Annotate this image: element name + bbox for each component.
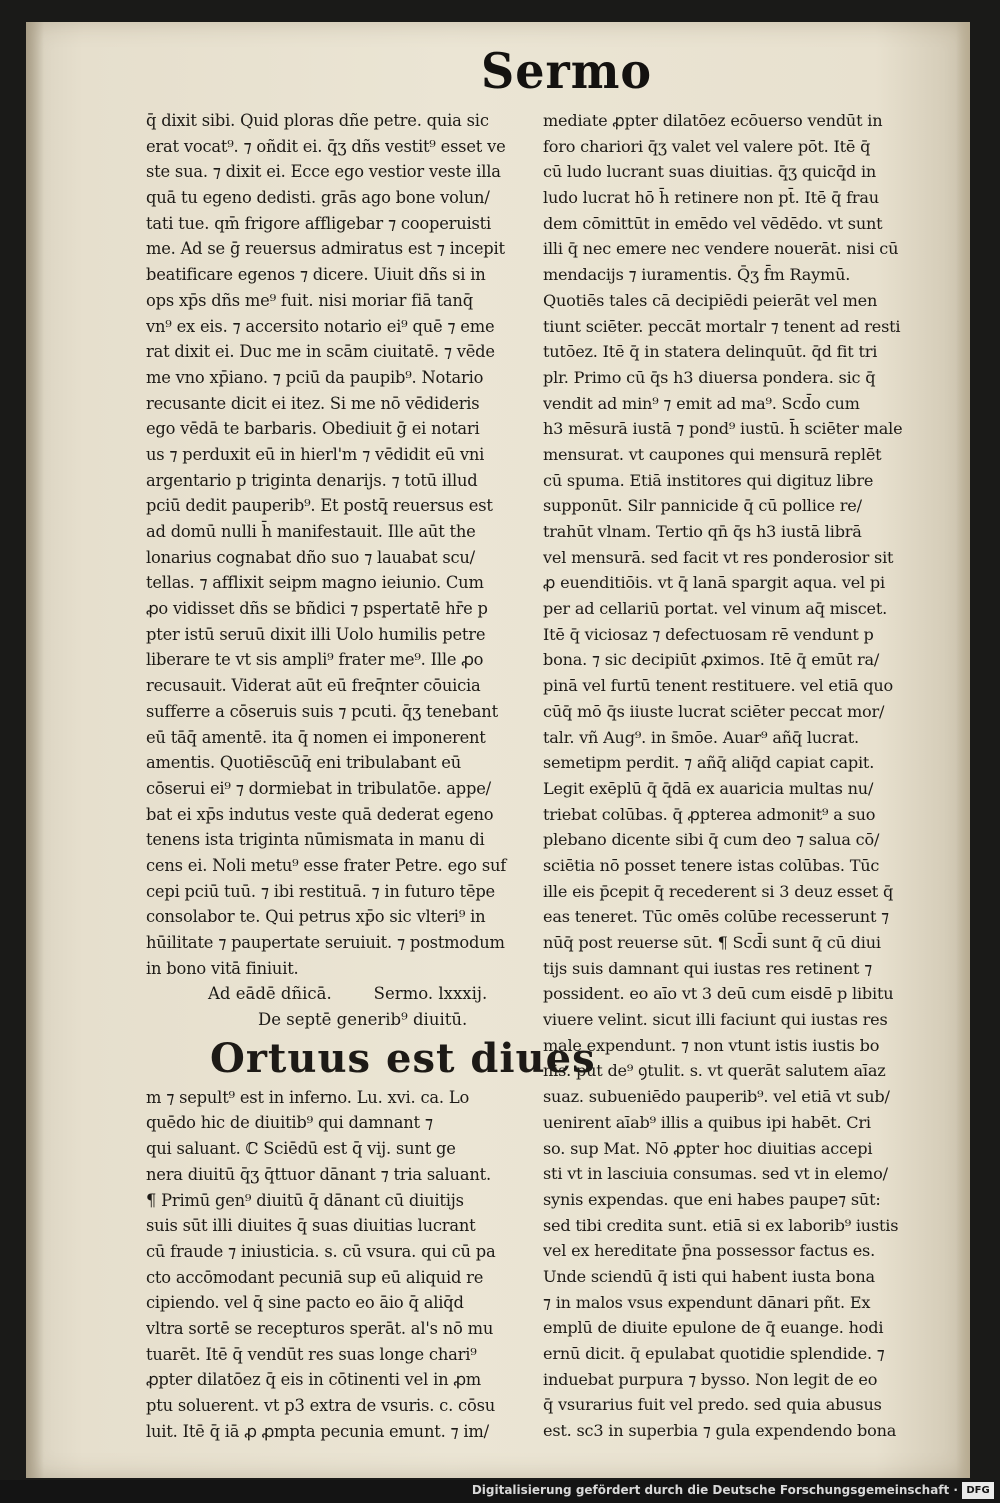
- text-line: h3 mēsurā iustā ⁊ pond⁹ iustū. h̄ sciēter male: [543, 419, 903, 439]
- text-line: cū spuma. Etiā institores qui digituz libre: [543, 470, 874, 490]
- text-line: ¶ Primū gen⁹ diuitū q̄ dānant cū diuitijs: [146, 1190, 464, 1210]
- text-line: viuere velint. sicut illi faciunt qui iustas res: [543, 1010, 888, 1030]
- text-line: qui saluant. ℂ Sciēdū est q̄ vij. sunt ge: [146, 1139, 456, 1159]
- text-line: ste sua. ⁊ dixit ei. Ecce ego vestior veste illa: [146, 162, 501, 182]
- sermon-subheading: De septē generib⁹ diuitū.: [258, 1010, 468, 1030]
- text-line: cto accōmodant pecuniā sup eū aliquid re: [146, 1267, 484, 1287]
- text-line: pciū dedit pauperib⁹. Et postq̄ reuersus est: [146, 496, 493, 516]
- text-line: bat ei xp̄s indutus veste quā dederat egeno: [146, 804, 494, 824]
- text-line: ꝓ euenditiōis. vt q̄ lanā spargit aqua. vel pi: [543, 573, 885, 593]
- text-line: nūq̄ post reuerse sūt. ¶ Scd̄i sunt q̄ cū diui: [543, 933, 881, 952]
- sermon-heading: Ad eādē dñicā. Sermo. lxxxij.: [208, 984, 488, 1004]
- text-line: hūilitate ⁊ paupertate seruiuit. ⁊ postmodum: [146, 933, 505, 952]
- text-line: uenirent aīab⁹ illis a quibus ipi habēt. Cri: [543, 1112, 871, 1132]
- text-line: tijs suis damnant qui iustas res retinent ⁊: [543, 958, 872, 978]
- text-line: est. sc3 in superbia ⁊ gula expendendo bona: [543, 1421, 897, 1441]
- text-line: vel ex hereditate p̄na possessor factus es.: [543, 1241, 876, 1261]
- text-line: pter istū seruū dixit illi Uolo humilis petre: [146, 624, 486, 644]
- text-line: ⁊ in malos vsus expendunt dānari pñt. Ex: [543, 1292, 871, 1312]
- text-line: rat dixit ei. Duc me in scām ciuitatē. ⁊ vēde: [146, 342, 495, 362]
- text-line: emplū de diuite epulone de q̄ euange. hodi: [543, 1318, 884, 1338]
- text-line: tellas. ⁊ afflixit seipm magno ieiunio. Cum: [146, 573, 484, 593]
- text-line: illi q̄ nec emere nec vendere nouerāt. nisi cū: [543, 239, 899, 259]
- text-line: sti vt in lasciuia consumas. sed vt in elemo/: [543, 1164, 888, 1184]
- text-line: vel mensurā. sed facit vt res ponderosior sit: [543, 547, 894, 567]
- text-line: plebano dicente sibi q̄ cum deo ⁊ salua cō/: [543, 830, 880, 850]
- text-line: mensurat. vt caupones qui mensurā replēt: [543, 444, 882, 464]
- text-line: semetipm perdit. ⁊ añq̄ aliq̄d capiat capit.: [543, 753, 875, 773]
- text-line: talr. vñ Aug⁹. in s̄mōe. Auar⁹ añq̄ lucrat.: [543, 727, 859, 747]
- left-column: [146, 108, 596, 1444]
- text-line: quēdo hic de diuitib⁹ qui damnant ⁊: [146, 1113, 433, 1133]
- text-line: argentario p triginta denarijs. ⁊ totū illud: [146, 470, 478, 490]
- text-line: consolabor te. Qui petrus xp̄o sic vlteri⁹ in: [146, 907, 486, 927]
- text-line: us ⁊ perduxit eū in hierl'm ⁊ vēdidit eū vni: [146, 444, 485, 464]
- incipit-heading: Ortuus est diues: [210, 1034, 596, 1082]
- text-line: supponūt. Silr pannicide q̄ cū pollice re/: [543, 496, 862, 516]
- text-line: Itē q̄ viciosaz ⁊ defectuosam rē vendunt p: [543, 624, 874, 644]
- text-line: eas teneret. Tūc omēs colūbe recesserunt ⁊: [543, 907, 889, 927]
- text-line: liberare te vt sis ampli⁹ frater me⁹. Ille ꝓo: [146, 650, 484, 670]
- text-line: ille eis p̄cepit q̄ recederent si 3 deuz esset q̄: [543, 881, 894, 901]
- text-line: cū fraude ⁊ iniusticia. s. cū vsura. qui cū pa: [146, 1241, 496, 1261]
- footer-credit: Digitalisierung gefördert durch die Deutsche Forschungsgemeinschaft ·: [471, 1483, 958, 1497]
- text-line: ludo lucrat hō h̄ retinere non pt̄. Itē q̄ frau: [543, 188, 879, 208]
- text-line: ernū dicit. q̄ epulabat quotidie splendide. ⁊: [543, 1344, 885, 1363]
- text-line: ptu soluerent. vt p3 extra de vsuris. c. cōsu: [146, 1396, 496, 1415]
- text-line: per ad cellariū portat. vel vinum aq̄ miscet.: [543, 599, 888, 619]
- text-line: cepi pciū tuū. ⁊ ibi restituā. ⁊ in futuro tēpe: [146, 881, 495, 901]
- dfg-logo: DFG: [962, 1482, 994, 1499]
- text-line: eū tāq̄ amentē. ita q̄ nomen ei imponerent: [146, 727, 486, 747]
- text-line: male expendunt. ⁊ non vtunt istis iustis bo: [543, 1035, 880, 1055]
- text-line: q̄ dixit sibi. Quid ploras dñe petre. quia sic: [146, 111, 489, 130]
- text-line: m ⁊ sepult⁹ est in inferno. Lu. xvi. ca. Lo: [146, 1087, 470, 1107]
- text-line: ad domū nulli h̄ manifestauit. Ille aūt the: [146, 522, 476, 541]
- text-line: triebat colūbas. q̄ ꝓpterea admonit⁹ a suo: [543, 804, 876, 824]
- text-line: me. Ad se ḡ reuersus admiratus est ⁊ incepit: [146, 239, 505, 259]
- text-line: vn⁹ ex eis. ⁊ accersito notario ei⁹ quē ⁊ eme: [146, 316, 495, 336]
- text-line: vltra sortē se recepturos sperāt. al's nō mu: [146, 1318, 494, 1338]
- text-line: quā tu egeno dedisti. grās ago bone volun/: [146, 188, 490, 208]
- text-line: dem cōmittūt in emēdo vel vēdēdo. vt sunt: [543, 213, 883, 233]
- running-head: Sermo: [481, 42, 653, 100]
- left-column-text-bottom: [146, 1085, 546, 1445]
- text-line: in bono vitā finiuit.: [146, 958, 299, 978]
- text-line: Legit exēplū q̄ q̄dā ex auaricia multas nu/: [543, 778, 874, 798]
- text-line: tati tue. qm̄ frigore affligebar ⁊ cooperuisti: [146, 213, 492, 233]
- text-line: Quotiēs tales cā decipiēdi peierāt vel men: [543, 290, 878, 310]
- text-line: recusauit. Viderat aūt eū freq̄nter cōuicia: [146, 676, 481, 696]
- text-line: nera diuitū q̄ʒ q̄ttuor dānant ⁊ tria saluant.: [146, 1164, 491, 1184]
- text-line: q̄ vsurarius fuit vel predo. sed quia abusus: [543, 1395, 882, 1415]
- text-line: tuarēt. Itē q̄ vendūt res suas longe chari⁹: [146, 1344, 477, 1364]
- text-line: erat vocat⁹. ⁊ oñdit ei. q̄ʒ dñs vestit⁹ esset ve: [146, 136, 506, 156]
- text-line: ꝓo vidisset dñs se bñdici ⁊ pspertatē hr̄e p: [146, 599, 488, 619]
- text-line: plr. Primo cū q̄s h3 diuersa pondera. sic q̄: [543, 367, 876, 387]
- text-line: sufferre a cōseruis suis ⁊ pcuti. q̄ʒ tenebant: [146, 701, 498, 721]
- text-line: me vno xp̄iano. ⁊ pciū da paupib⁹. Notario: [146, 367, 484, 387]
- text-line: ꝓpter dilatōez q̄ eis in cōtinenti vel in ꝓm: [146, 1370, 482, 1390]
- text-line: mediate ꝓpter dilatōez ecōuerso vendūt in: [543, 111, 883, 130]
- text-line: mendacijs ⁊ iuramentis. Q̄ʒ f̄m Raymū.: [543, 265, 851, 285]
- right-column-text: [543, 108, 935, 1444]
- text-line: so. sup Mat. Nō ꝓpter hoc diuitias accepi: [543, 1138, 873, 1158]
- text-line: possident. eo aīo vt 3 deū cum eisdē p libitu: [543, 984, 894, 1004]
- text-line: suaz. subueniēdo pauperib⁹. vel etiā vt sub/: [543, 1087, 890, 1107]
- text-line: tiunt sciēter. peccāt mortalr ⁊ tenent ad resti: [543, 316, 901, 336]
- text-line: sed tibi credita sunt. etiā si ex laborib⁹ iustis: [543, 1215, 899, 1235]
- text-line: synis expendas. que eni habes paupe⁊ sūt:: [543, 1189, 881, 1209]
- text-line: ego vēdā te barbaris. Obediuit ḡ ei notari: [146, 419, 480, 439]
- text-line: recusante dicit ei itez. Si me nō vēdideris: [146, 393, 480, 413]
- text-line: nis. put de⁹ ꝯtulit. s. vt querāt salutem aīaz: [543, 1061, 886, 1081]
- text-line: lonarius cognabat dño suo ⁊ lauabat scu/: [146, 547, 475, 567]
- text-line: luit. Itē q̄ iā ꝓ ꝓmpta pecunia emunt. ⁊ im/: [146, 1421, 489, 1441]
- text-line: trahūt vlnam. Tertio qn̄ q̄s h3 iustā librā: [543, 522, 862, 541]
- text-line: foro chariori q̄ʒ valet vel valere pōt. Itē q̄: [543, 136, 871, 156]
- text-line: beatificare egenos ⁊ dicere. Uiuit dñs si in: [146, 265, 486, 285]
- text-line: pinā vel furtū tenent restituere. vel etiā quo: [543, 676, 893, 696]
- text-line: induebat purpura ⁊ bysso. Non legit de eo: [543, 1369, 878, 1389]
- text-line: tenens ista triginta nūmismata in manu di: [146, 830, 485, 850]
- left-column-text-top: [146, 108, 546, 981]
- text-line: cipiendo. vel q̄ sine pacto eo āio q̄ aliq̄d: [146, 1293, 464, 1313]
- digitization-footer: [0, 1480, 1000, 1503]
- text-line: vendit ad min⁹ ⁊ emit ad ma⁹. Scd̄o cum: [543, 393, 860, 413]
- text-line: amentis. Quotiēscūq̄ eni tribulabant eū: [146, 753, 462, 773]
- right-column: [543, 108, 935, 1444]
- text-line: tutōez. Itē q̄ in statera delinquūt. q̄d fit tri: [543, 342, 878, 362]
- text-line: cū ludo lucrant suas diuitias. q̄ʒ quicq̄d in: [543, 162, 877, 182]
- page-gutter-shadow: [26, 22, 44, 1478]
- text-line: sciētia nō posset tenere istas colūbas. Tūc: [543, 855, 880, 875]
- text-line: cens ei. Noli metu⁹ esse frater Petre. ego suf: [146, 855, 507, 875]
- page-edge-shadow: [956, 22, 970, 1478]
- text-line: bona. ⁊ sic decipiūt ꝓximos. Itē q̄ emūt ra/: [543, 650, 880, 670]
- text-line: cūq̄ mō q̄s iiuste lucrat sciēter peccat mor/: [543, 701, 885, 721]
- text-line: cōserui ei⁹ ⁊ dormiebat in tribulatōe. appe/: [146, 778, 491, 798]
- text-line: ops xp̄s dñs me⁹ fuit. nisi moriar fiā tanq̄: [146, 290, 473, 310]
- text-line: suis sūt illi diuites q̄ suas diuitias lucrant: [146, 1216, 476, 1236]
- text-line: Unde sciendū q̄ isti qui habent iusta bona: [543, 1266, 875, 1286]
